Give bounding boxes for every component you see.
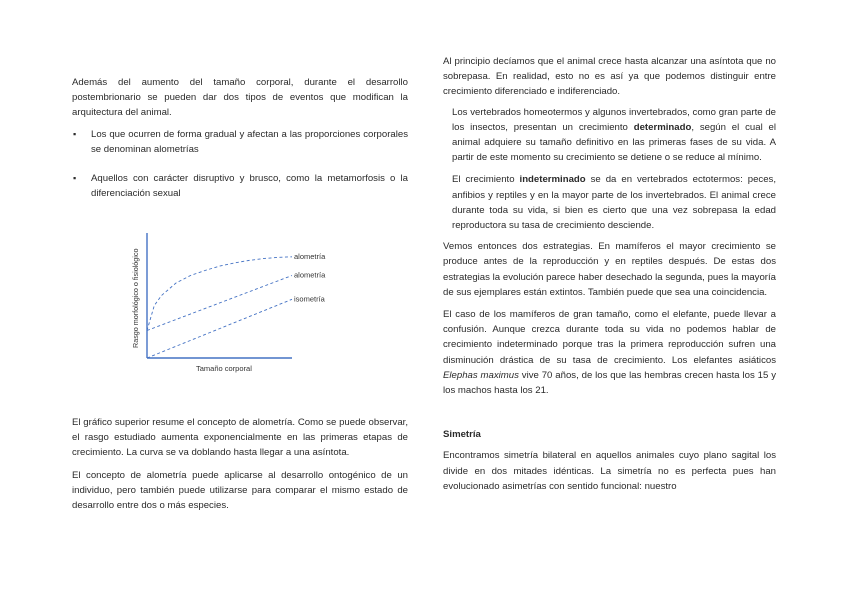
allometry-chart	[120, 225, 370, 380]
species-name: Elephas maximus	[443, 369, 519, 381]
graph-summary-paragraph: El gráfico superior resume el concepto de alometría. Como se puede observar, el rasgo estudiado aumenta exponencialmente en las primeras etapas de crecimiento. La curva se va doblando hasta llegar a una asíntota.	[72, 417, 408, 459]
determinate-term: determinado	[633, 121, 692, 133]
ontogenic-paragraph: El concepto de alometría puede aplicarse al desarrollo ontogénico de un individuo, pero también puede utilizarse para comparar el mismo estado de desarrollo entre dos o más especies.	[72, 469, 408, 512]
symmetry-paragraph: Encontramos simetría bilateral en aquellos animales cuyo plano sagital los divide en dos mitades idénticas. La simetría no es perfecta pues han evolucionado asimetrías con sentido funcional: nuestro	[443, 450, 776, 492]
indeterminate-term: indeterminado	[519, 174, 586, 186]
left-column-top	[72, 75, 408, 201]
series-label-2: isometría	[294, 294, 325, 304]
asymptote-paragraph: Al principio decíamos que el animal crece hasta alcanzar una asíntota que no sobrepasa. En realidad, esto no es así ya que podemos distinguir entre crecimiento diferenciado e indiferenciado.	[443, 56, 776, 98]
x-axis-label: Tamaño corporal	[196, 364, 252, 373]
y-axis-label: Rasgo morfológico o fisiológico	[131, 248, 140, 348]
indeterminate-paragraph	[452, 172, 776, 233]
series-label-1: alometría	[294, 270, 326, 280]
left-column-bottom	[72, 415, 408, 513]
determinate-block	[443, 105, 776, 234]
strategies-paragraph: Vemos entonces dos estrategias. En mamíferos el mayor crecimiento se produce antes de la reproducción y en reptiles después. De estas dos estrategias la evolución parece haber desechado la segunda, pues la mayoría de sus ejemplares están extintos. También puede que sea una coincidencia.	[443, 241, 776, 298]
list-item: ▪ Aquellos con carácter disruptivo y brusco, como la metamorfosis o la diferenciación sexual	[72, 171, 408, 201]
section-heading-symmetry: Simetría	[443, 429, 481, 441]
events-list	[72, 127, 408, 202]
list-item: ▪ Los que ocurren de forma gradual y afectan a las proporciones corporales se denominan alometrías	[72, 127, 408, 157]
determinate-paragraph	[452, 105, 776, 166]
determinate-text-1: Los vertebrados homeotermos y algunos invertebrados, como gran parte de los insectos, presentan un crecimiento	[452, 106, 776, 133]
elephant-text-1: El caso de los mamíferos de gran tamaño, como el elefante, puede llevar a confusión. Aunque crezca durante toda su vida no podemos hablar de crecimiento indeterminado porque tras la primera reproducción sufren una disminución drástica de su tasa de crecimiento. Los elefantes asiáticos	[443, 309, 776, 366]
series-line-1	[147, 276, 292, 331]
intro-paragraph: Además del aumento del tamaño corporal, durante el desarrollo postembrionario se pueden dar dos tipos de eventos que modifican la arquitectura del animal.	[72, 77, 408, 119]
indeterminate-text-1: El crecimiento	[452, 174, 520, 186]
series-label-0: alometría	[294, 251, 326, 261]
series-line-0	[147, 257, 292, 331]
right-column	[443, 54, 776, 494]
elephant-paragraph	[443, 307, 776, 398]
indeterminate-text-2: se da en vertebrados ectotermos: peces, anfibios y reptiles y en la mayor parte de los invertebrados. El animal crece durante toda su vida, si bien es cierto que una vez sobrepasa la edad reproductora su tasa de crecimiento desciende.	[452, 174, 776, 232]
series-line-2	[147, 299, 292, 358]
elephant-text-2: vive 70 años, de los que las hembras crecen hasta los 15 y los machos hasta los 21.	[443, 369, 776, 397]
determinate-text-2: , según el cual el animal adquiere su tamaño definitivo en las primeras fases de su vida. A partir de este momento su crecimiento se detiene o se reduce al mínimo.	[452, 121, 777, 164]
